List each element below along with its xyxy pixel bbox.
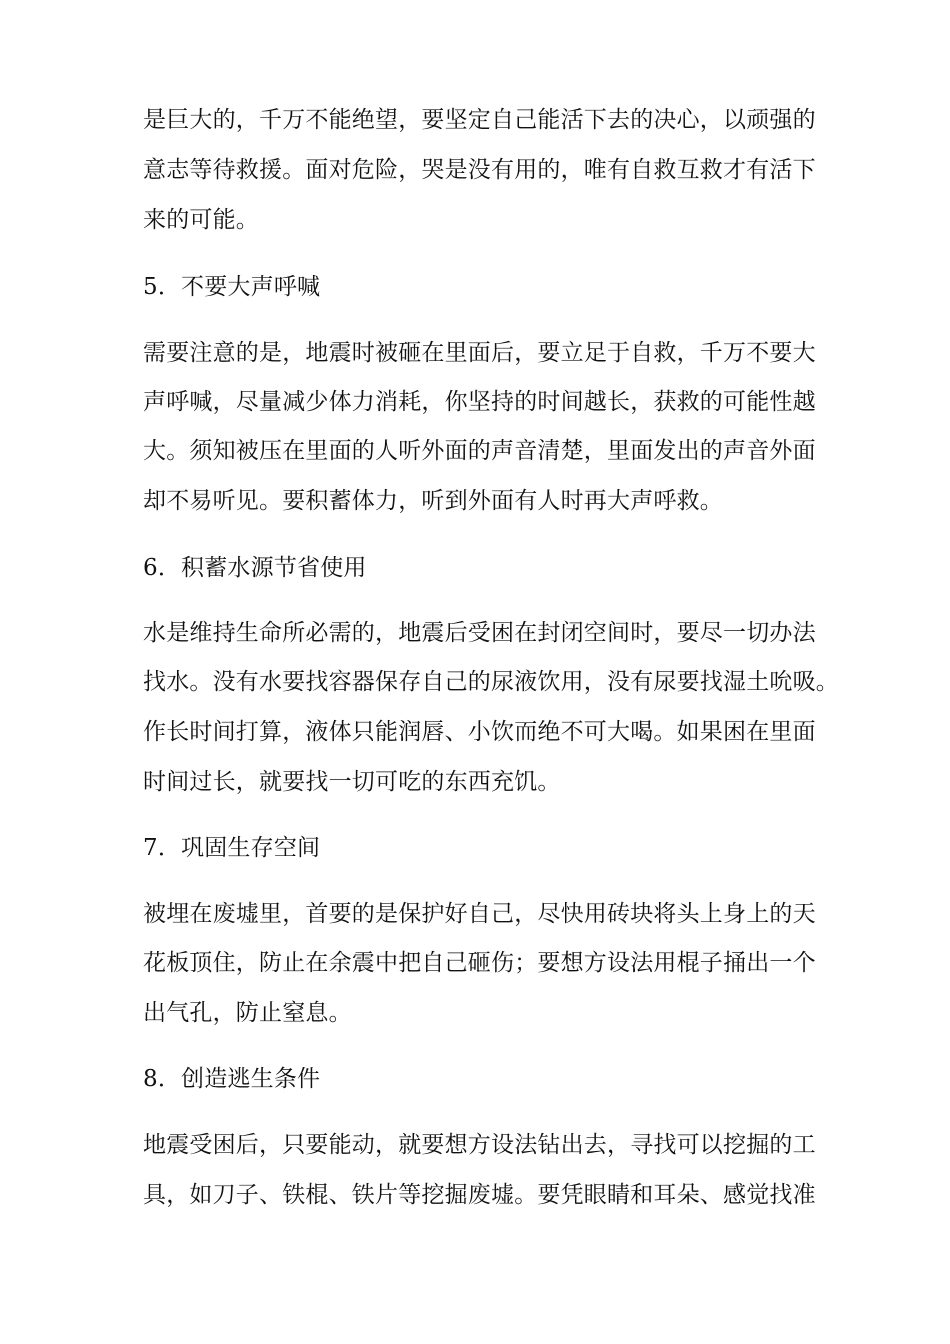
paragraph-line: 花板顶住，防止在余震中把自己砸伤；要想方设法用棍子捅出一个 — [143, 950, 816, 976]
section-heading: 5．不要大声呼喊 — [143, 274, 321, 300]
paragraph-line: 具，如刀子、铁棍、铁片等挖掘废墟。要凭眼睛和耳朵、感觉找准 — [143, 1182, 816, 1208]
paragraph-line: 时间过长，就要找一切可吃的东西充饥。 — [143, 769, 561, 795]
section-heading: 7．巩固生存空间 — [143, 835, 321, 861]
paragraph-line: 找水。没有水要找容器保存自己的尿液饮用，没有尿要找湿土吮吸。 — [143, 669, 839, 695]
section-heading: 6．积蓄水源节省使用 — [143, 555, 367, 581]
paragraph-line: 被埋在废墟里，首要的是保护好自己，尽快用砖块将头上身上的天 — [143, 901, 816, 927]
paragraph-line: 大。须知被压在里面的人听外面的声音清楚，里面发出的声音外面 — [143, 438, 816, 464]
section-heading: 8．创造逃生条件 — [143, 1066, 321, 1092]
paragraph-line: 作长时间打算，液体只能润唇、小饮而绝不可大喝。如果困在里面 — [143, 719, 816, 745]
paragraph-line: 出气孔，防止窒息。 — [143, 1000, 352, 1026]
paragraph-line: 声呼喊，尽量减少体力消耗，你坚持的时间越长，获救的可能性越 — [143, 389, 816, 415]
paragraph-line: 是巨大的，千万不能绝望，要坚定自己能活下去的决心，以顽强的 — [143, 107, 816, 133]
paragraph-line: 来的可能。 — [143, 207, 259, 233]
paragraph-line: 地震受困后，只要能动，就要想方设法钻出去，寻找可以挖掘的工 — [143, 1132, 816, 1158]
paragraph-line: 意志等待救援。面对危险，哭是没有用的，唯有自救互救才有活下 — [143, 157, 816, 183]
paragraph-line: 却不易听见。要积蓄体力，听到外面有人时再大声呼救。 — [143, 488, 723, 514]
paragraph-line: 水是维持生命所必需的，地震后受困在封闭空间时，要尽一切办法 — [143, 620, 816, 646]
paragraph-line: 需要注意的是，地震时被砸在里面后，要立足于自救，千万不要大 — [143, 340, 816, 366]
